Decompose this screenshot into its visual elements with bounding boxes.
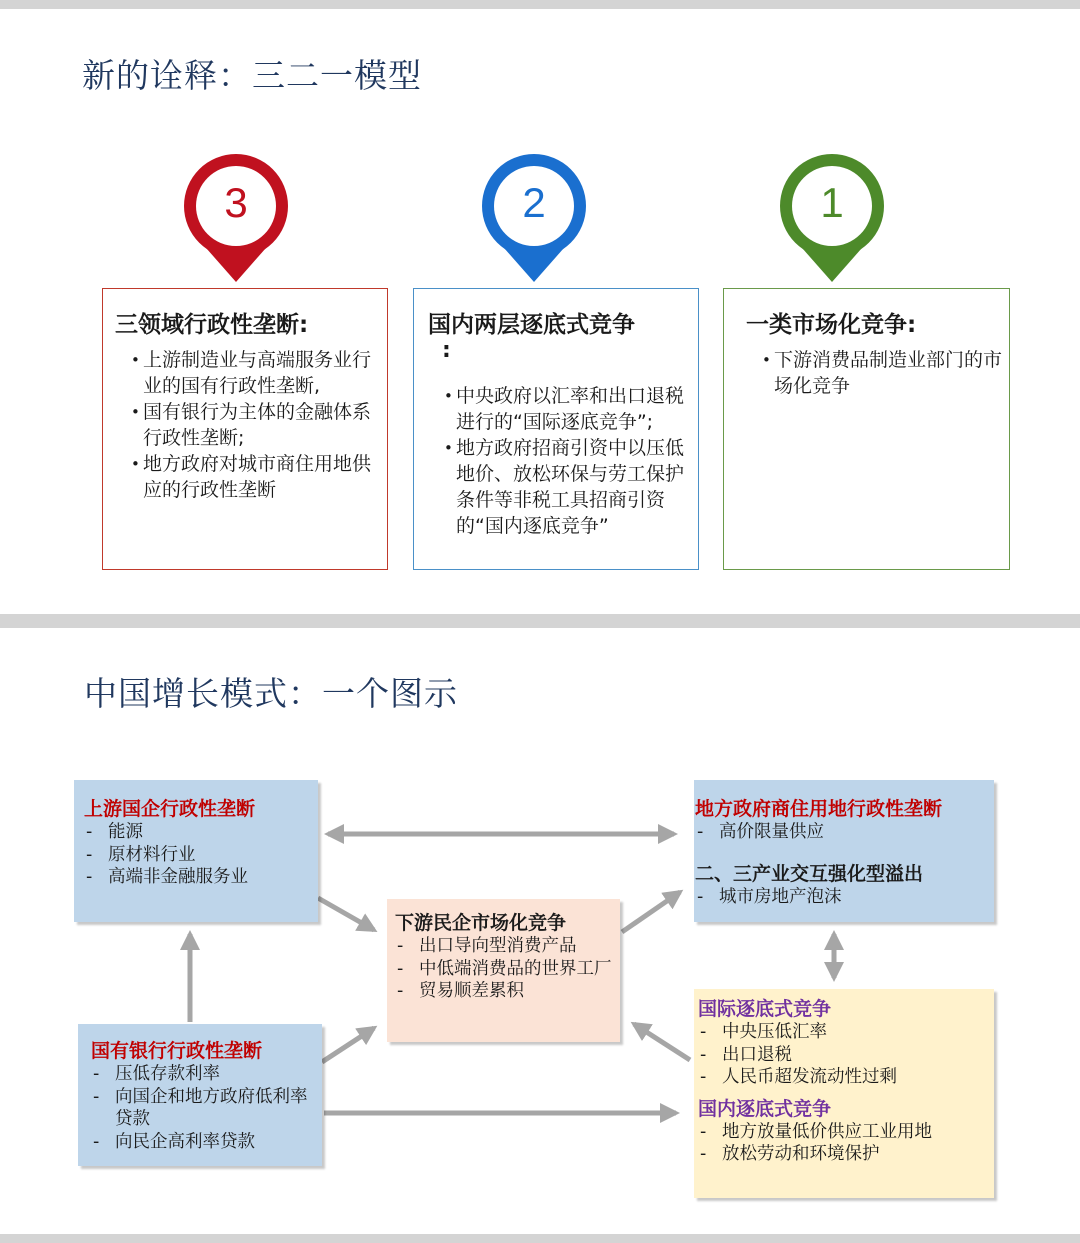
card-list-item: • 地方政府招商引资中以压低地价、放松环保与劳工保护条件等非税工具招商引资的“国内逐底竞争” [428,435,698,539]
box-upstream-soe [74,780,318,922]
box-heading: 国有银行行政性垄断 [91,1040,263,1062]
card-race-to-bottom [413,288,699,570]
arrow-downstream-to-land [622,892,680,932]
box-list-item: - 放松劳动和环境保护 [698,1143,994,1166]
box-list-item: - 城市房地产泡沫 [695,886,994,909]
box-local-government-land [694,780,994,922]
box-list [395,935,620,1003]
box-list-item: - 能源 [84,821,318,844]
arrow-competition-to-downstream [634,1024,690,1060]
slide-2-title: 中国增长模式：一个图示 [84,674,458,713]
pin-number-2: 2 [522,179,546,226]
box-list-item: - 出口导向型消费产品 [395,935,620,958]
card-list [428,383,698,539]
card-heading: 国内两层逐底式竞争 [428,312,635,338]
box-list-item: - 人民币超发流动性过剩 [698,1066,994,1089]
box-heading: 地方政府商住用地行政性垄断 [695,798,943,820]
card-list-item: • 下游消费品制造业部门的市场化竞争 [746,347,1009,399]
slide-1-title: 新的诠释：三二一模型 [82,56,422,95]
box-list-item: - 地方放量低价供应工业用地 [698,1121,994,1144]
arrow-upstream-to-downstream [318,898,374,930]
box-list-item: - 压低存款利率 [91,1063,322,1086]
box-list-item: - 向国企和地方政府低利率贷款 [91,1086,322,1131]
slide-divider-band [0,614,1080,628]
box-subheading: 国内逐底式竞争 [698,1097,832,1120]
box-list [698,1021,994,1089]
box-heading: 下游民企市场化竞争 [395,912,567,934]
box-subheading: 二、三产业交互强化型溢出 [695,862,924,885]
card-list-item: • 国有银行为主体的金融体系行政性垄断; [115,399,387,451]
card-heading: 三领域行政性垄断: [115,312,309,338]
bottom-divider-band [0,1234,1080,1243]
card-list-item: • 上游制造业与高端服务业行业的国有行政性垄断, [115,347,387,399]
box-list [91,1063,322,1153]
box-list-item: - 原材料行业 [84,844,318,867]
box-downstream-private [387,899,620,1042]
box-list-item: - 向民企高利率贷款 [91,1131,322,1154]
top-divider-band [0,0,1080,9]
pin-marker-3 [180,146,292,286]
box-race-to-bottom [694,989,994,1198]
pin-number-3: 3 [224,179,248,226]
box-list-item: - 高端非金融服务业 [84,866,318,889]
box-list [698,1121,994,1166]
card-heading-colon: : [442,338,451,363]
pin-number-1: 1 [820,179,844,226]
card-list [746,347,1009,399]
card-administrative-monopoly [102,288,388,570]
box-heading: 国际逐底式竞争 [698,998,832,1020]
box-list-item: - 贸易顺差累积 [395,980,620,1003]
pin-marker-1 [776,146,888,286]
box-state-banks [78,1024,322,1166]
box-list [695,821,994,844]
box-list-item: - 中央压低汇率 [698,1021,994,1044]
card-list-item: • 中央政府以汇率和出口退税进行的“国际逐底竞争”; [428,383,698,435]
card-heading: 一类市场化竞争: [746,312,917,338]
box-list-item: - 高价限量供应 [695,821,994,844]
card-list-item: • 地方政府对城市商住用地供应的行政性垄断 [115,451,387,503]
box-heading: 上游国企行政性垄断 [84,798,256,820]
arrow-bank-to-downstream [322,1028,374,1062]
card-market-competition [723,288,1010,570]
box-list [84,821,318,889]
box-list-item: - 出口退税 [698,1044,994,1067]
box-list-item: - 中低端消费品的世界工厂 [395,958,620,981]
box-list [695,886,994,909]
card-list [115,347,387,503]
pin-marker-2 [478,146,590,286]
